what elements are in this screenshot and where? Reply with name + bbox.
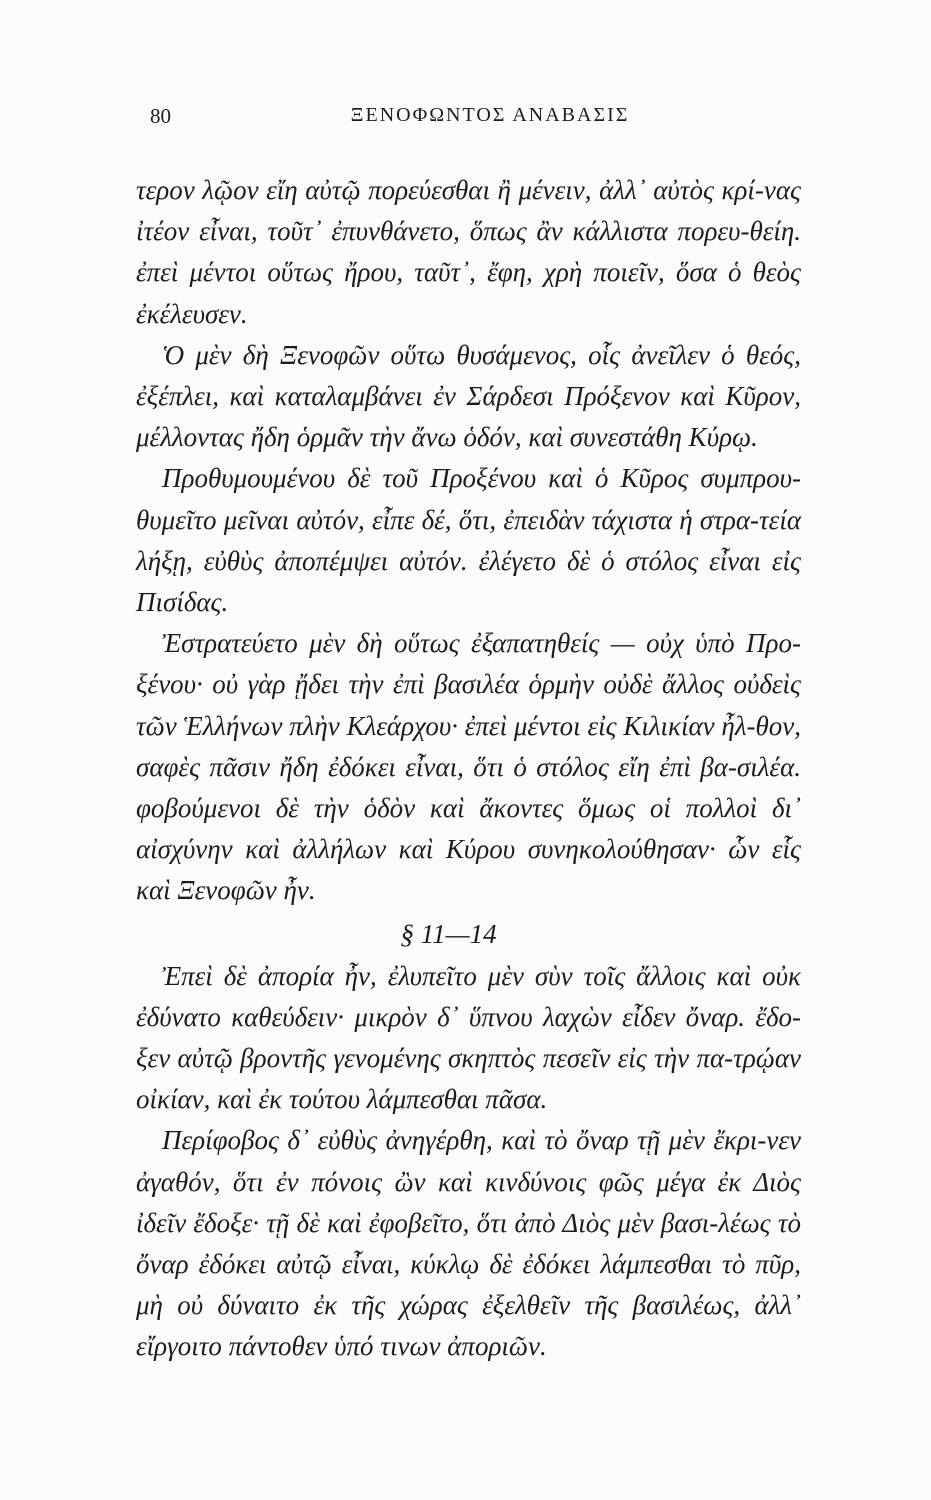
body-text [136,170,801,1368]
section-heading: § 11—14 [400,918,497,949]
paragraph: Ὁ μὲν δὴ Ξενοφῶν οὕτω θυσάμενος, οἷς ἀνεῖλεν ὁ θεός, ἐξέπλει, καὶ καταλαμβάνει ἐν Σάρδεσι Πρόξενον καὶ Κῦρον, μέλλοντας ἤδη ὁρμᾶν τὴν ἄνω ὁδόν, καὶ συνεστάθη Κύρῳ. [136,339,801,453]
paragraph: Ἐπεὶ δὲ ἀπορία ἦν, ἐλυπεῖτο μὲν σὺν τοῖς ἄλλοις καὶ οὐκ ἐδύνατο καθεύδειν· μικρὸν δ᾽ ὕπνου λαχὼν εἶδεν ὄναρ. ἔδο-ξεν αὐτῷ βροντῆς γενομένης σκηπτὸς πεσεῖν εἰς τὴν πα-τρῴαν οἰκίαν, καὶ ἐκ τούτου λάμπεσθαι πᾶσα. [136,960,801,1115]
running-title: ΞΕΝΟΦΩΝΤΟΣ ΑΝΑΒΑΣΙΣ [350,104,630,126]
paragraph: Προθυμουμένου δὲ τοῦ Προξένου καὶ ὁ Κῦρος συμπρου-θυμεῖτο μεῖναι αὐτόν, εἶπε δέ, ὅτι, ἐπειδὰν τάχιστα ἡ στρα-τεία λήξῃ, εὐθὺς ἀποπέμψει αὐτόν. ἐλέγετο δὲ ὁ στόλος εἶναι εἰς Πισίδας. [136,463,801,618]
paragraph: Περίφοβος δ᾽ εὐθὺς ἀνηγέρθη, καὶ τὸ ὄναρ τῇ μὲν ἔκρι-νεν ἀγαθόν, ὅτι ἐν πόνοις ὢν καὶ κινδύνοις φῶς μέγα ἐκ Διὸς ἰδεῖν ἔδοξε· τῇ δὲ καὶ ἐφοβεῖτο, ὅτι ἀπὸ Διὸς μὲν βασι-λέως τὸ ὄναρ ἐδόκει αὐτῷ εἶναι, κύκλῳ δὲ ἐδόκει λάμπεσθαι τὸ πῦρ, μὴ οὐ δύναιτο ἐκ τῆς χώρας ἐξελθεῖν τῆς βασιλέως, ἀλλ᾽ εἴργοιτο πάντοθεν ὑπό τινων ἀποριῶν. [136,1125,801,1362]
page-number: 80 [150,104,171,128]
paragraph: Ἐστρατεύετο μὲν δὴ οὕτως ἐξαπατηθείς — οὐχ ὑπὸ Προ-ξένου· οὐ γὰρ ᾔδει τὴν ἐπὶ βασιλέα ὁρμὴν οὐδὲ ἄλλος οὐδεὶς τῶν Ἑλλήνων πλὴν Κλεάρχου· ἐπεὶ μέντοι εἰς Κιλικίαν ἦλ-θον, σαφὲς πᾶσιν ἤδη ἐδόκει εἶναι, ὅτι ὁ στόλος εἴη ἐπὶ βα-σιλέα. φοβούμενοι δὲ τὴν ὁδὸν καὶ ἄκοντες ὅμως οἱ πολλοὶ δι᾽ αἰσχύνην καὶ ἀλλήλων καὶ Κύρου συνηκολούθησαν· ὧν εἷς καὶ Ξενοφῶν ἦν. [136,628,801,906]
paragraph: τερον λῷον εἴη αὐτῷ πορεύεσθαι ἢ μένειν, ἀλλ᾽ αὐτὸς κρί-νας ἰτέον εἶναι, τοῦτ᾽ ἐπυνθάνετο, ὅπως ἂν κάλλιστα πορευ-θείη. ἐπεὶ μέντοι οὕτως ἤρου, ταῦτ᾽, ἔφη, χρὴ ποιεῖν, ὅσα ὁ θεὸς ἐκέλευσεν. [136,175,801,329]
page-header [150,104,800,134]
